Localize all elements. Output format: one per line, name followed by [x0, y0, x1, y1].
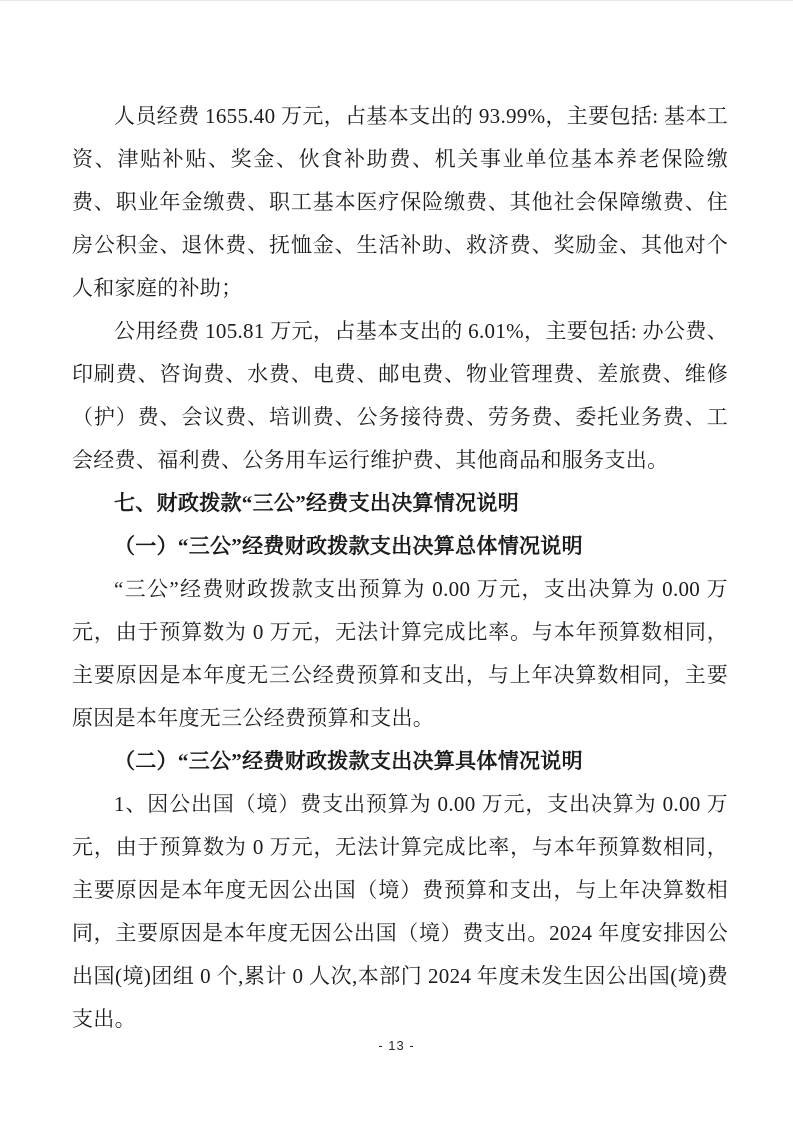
heading-subsection-one: （一）“三公”经费财政拨款支出决算总体情况说明	[114, 534, 583, 558]
document-body	[72, 95, 728, 1041]
heading-section-seven: 七、财政拨款“三公”经费支出决算情况说明	[114, 491, 519, 515]
paragraph-public-funds: 公用经费 105.81 万元，占基本支出的 6.01%，主要包括: 办公费、印刷费、咨询费、水费、电费、邮电费、物业管理费、差旅费、维修（护）费、会议费、培训费、公务接待费、劳务费、委托业务费、工会经费、福利费、公务用车运行维护费、其他商品和服务支出。	[72, 319, 728, 472]
paragraph-three-public-overall: “三公”经费财政拨款支出预算为 0.00 万元，支出决算为 0.00 万元，由于预算数为 0 万元，无法计算完成比率。与本年预算数相同，主要原因是本年度无三公经费预算和支出，与上年决算数相同，主要原因是本年度无三公经费预算和支出。	[72, 577, 728, 730]
paragraph-overseas-trips: 1、因公出国（境）费支出预算为 0.00 万元，支出决算为 0.00 万元，由于预算数为 0 万元，无法计算完成比率，与本年预算数相同，主要原因是本年度无因公出国（境）费预算和支出，与上年决算数相同，主要原因是本年度无因公出国（境）费支出。2024 年度安排因公出国(境)团组 0 个,累计 0 人次,本部门 2024 年度未发生因公出国(境)费支出。	[72, 792, 728, 1031]
heading-subsection-two: （二）“三公”经费财政拨款支出决算具体情况说明	[114, 749, 583, 773]
page-number: - 13 -	[378, 1038, 415, 1053]
paragraph-personnel-expenses: 人员经费 1655.40 万元，占基本支出的 93.99%，主要包括: 基本工资、津贴补贴、奖金、伙食补助费、机关事业单位基本养老保险缴费、职业年金缴费、职工基本医疗保险缴费、其他社会保障缴费、住房公积金、退休费、抚恤金、生活补助、救济费、奖励金、其他对个人和家庭的补助；	[72, 104, 728, 300]
